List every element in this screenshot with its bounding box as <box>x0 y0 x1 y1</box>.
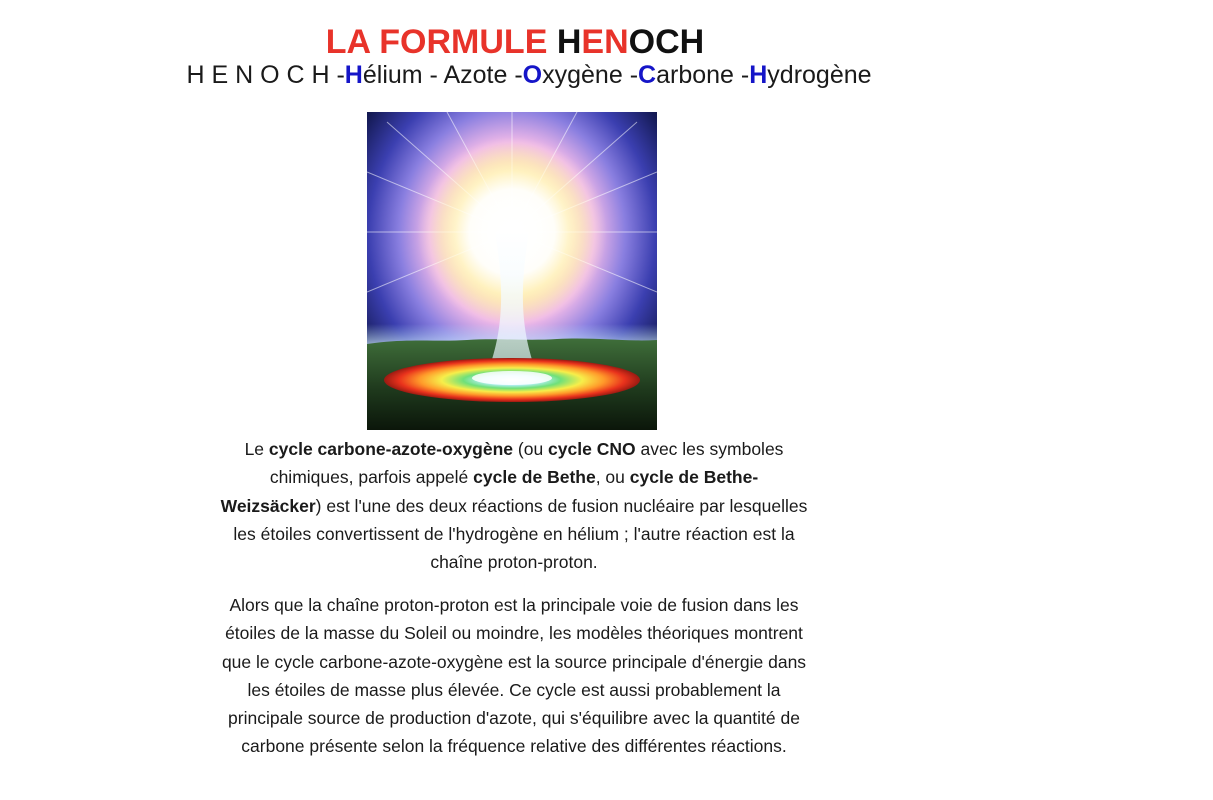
subtitle-word-azote: Azote <box>443 61 508 89</box>
subtitle-letter-o: O <box>522 61 543 89</box>
paragraph-cno-intro <box>220 435 808 576</box>
subtitle <box>0 58 1058 92</box>
cosmic-light-burst-icon <box>367 112 657 430</box>
subtitle-letter-c: C <box>638 61 657 89</box>
cosmic-light-image <box>367 112 657 430</box>
subtitle-letter-h2: H <box>749 61 768 89</box>
title-letter-n: N <box>604 22 629 61</box>
subtitle-word-hydrogene: ydrogène <box>767 61 872 89</box>
subtitle-word-oxygene: xygène <box>542 61 623 89</box>
page-title <box>0 23 1030 61</box>
subtitle-sep-1: - <box>422 61 444 89</box>
subtitle-letter-h1: H <box>344 61 363 89</box>
subtitle-sep-2: - <box>507 61 523 89</box>
title-letters-och: OCH <box>628 22 705 61</box>
p1-text-4: , ou <box>595 467 630 488</box>
subtitle-sep-3: - <box>622 61 639 89</box>
title-letter-e: E <box>581 22 605 61</box>
title-letter-h: H <box>556 22 582 61</box>
p1-text-2: (ou <box>513 439 549 459</box>
p1-bold-bethe-weizsacker: cycle de Bethe- Weizsäcker <box>220 467 759 516</box>
p1-text-1: Le <box>244 439 269 459</box>
subtitle-prefix: H E N O C H - <box>186 61 345 89</box>
p1-bold-cycle-name: cycle carbone-azote-oxygène <box>268 439 514 459</box>
p1-bold-cno: cycle CNO <box>548 439 636 459</box>
subtitle-word-carbone: arbone <box>656 61 734 89</box>
title-part-1: LA FORMULE <box>325 22 548 61</box>
subtitle-word-helium: élium <box>362 61 423 89</box>
p1-text-3: avec les symboles chimiques, parfois appelé <box>269 439 784 488</box>
p1-text-5: ) est l'une des deux réactions de fusion nucléaire par lesquelles les étoiles convertissent de l'hydrogène en hélium ; l'autre réaction est la chaîne proton-proton. <box>233 495 808 573</box>
paragraph-cno-details: Alors que la chaîne proton-proton est la principale voie de fusion dans les étoiles de la masse du Soleil ou moindre, les modèles théoriques montrent que le cycle carbone-azote-oxygène est la source principale d'énergie dans les étoiles de masse plus élevée. Ce cycle est aussi probablement la principale source de production d'azote, qui s'équilibre avec la quantité de carbone présente selon la fréquence relative des différentes réactions. <box>221 595 807 757</box>
p1-bold-bethe: cycle de Bethe <box>473 467 596 488</box>
subtitle-sep-4: - <box>733 61 750 89</box>
